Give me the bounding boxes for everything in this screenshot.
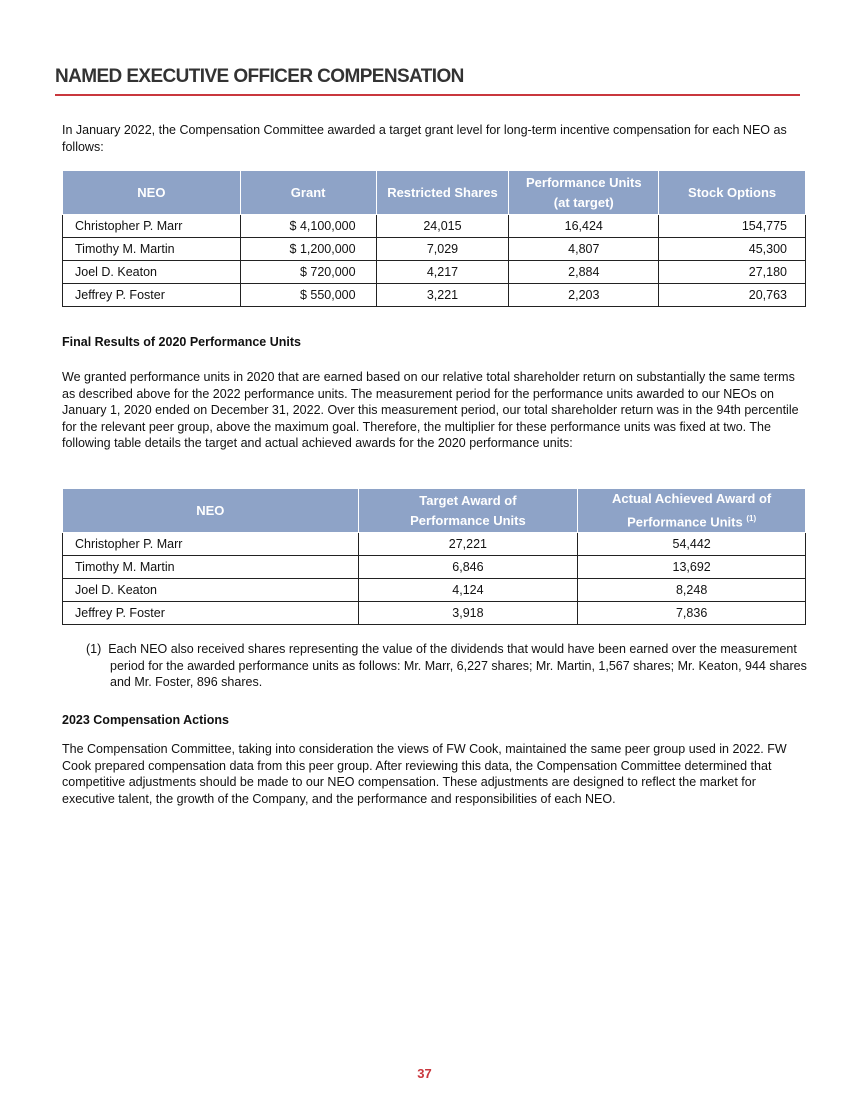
grant-value: $ 720,000 [299,265,356,279]
compensation-actions-paragraph: The Compensation Committee, taking into consideration the views of FW Cook, maintained the same peer group used in 2022. FW Cook prepared compensation data from this peer group. After reviewing this data, the Compensation Committee determined that competitive adjustments should be made to our NEO compensation. These adjustments are designed to reflect the market for executive talent, the growth of the Company, and the performance and responsibilities of each NEO. [62,742,787,806]
performance-units-table [62,488,806,625]
page-number: 37 [417,1066,432,1081]
table-row [63,261,806,284]
actual-award-value: 13,692 [578,556,806,579]
restricted-shares-value: 7,029 [376,238,509,261]
final-results-heading: Final Results of 2020 Performance Units [62,335,301,349]
neo-name: Timothy M. Martin [63,238,241,261]
grant-value: $ 1,200,000 [289,242,356,256]
stock-options-value: 27,180 [659,261,806,284]
restricted-shares-value: 3,221 [376,284,509,307]
table-row [63,238,806,261]
col-header-actual-award-line1: Actual Achieved Award of [612,491,772,506]
col-header-restricted-shares: Restricted Shares [376,171,509,215]
target-award-value: 3,918 [358,602,578,625]
grant-value: $ 550,000 [299,288,356,302]
table-row [63,556,806,579]
col-header-actual-award-line2: Performance Units [627,514,743,530]
col-header-stock-options: Stock Options [659,171,806,215]
actual-award-value: 54,442 [578,533,806,556]
performance-units-value: 2,884 [509,261,659,284]
stock-options-value: 20,763 [659,284,806,307]
performance-units-value: 2,203 [509,284,659,307]
col-header-target-award-line2: Performance Units [410,512,526,528]
restricted-shares-value: 4,217 [376,261,509,284]
grant-value: $ 4,100,000 [289,219,356,233]
neo-name: Timothy M. Martin [63,556,359,579]
performance-units-value: 4,807 [509,238,659,261]
final-results-paragraph: We granted performance units in 2020 that are earned based on our relative total shareholder return on substantially the same terms as described above for the 2022 performance units. The measurement period for the performance units awarded to our NEOs on January 1, 2020 ended on December 31, 2022. Over this measurement period, our total shareholder return was in the 94th percentile for the relevant peer group, above the maximum goal. Therefore, the multiplier for these performance units was fixed at two. The following table details the target and actual achieved awards for the 2020 performance units: [62,370,799,450]
restricted-shares-value: 24,015 [376,215,509,238]
col-header-target-award-line1: Target Award of [419,492,517,508]
target-award-value: 4,124 [358,579,578,602]
table-row [63,602,806,625]
stock-options-value: 154,775 [659,215,806,238]
section-title: NAMED EXECUTIVE OFFICER COMPENSATION [55,66,800,96]
table-row [63,284,806,307]
actual-award-value: 8,248 [578,579,806,602]
grant-table [62,170,806,307]
performance-units-value: 16,424 [509,215,659,238]
target-award-value: 6,846 [358,556,578,579]
footnote-marker: (1) [746,514,757,523]
col-header-performance-units-line1: Performance Units [525,174,642,190]
col-header-neo: NEO [63,489,359,533]
neo-name: Jeffrey P. Foster [63,602,359,625]
neo-name: Christopher P. Marr [63,533,359,556]
stock-options-value: 45,300 [659,238,806,261]
neo-name: Christopher P. Marr [63,215,241,238]
neo-name: Jeffrey P. Foster [63,284,241,307]
performance-units-table-header [63,489,806,533]
neo-name: Joel D. Keaton [63,579,359,602]
table-row [63,215,806,238]
col-header-performance-units-line2: (at target) [553,194,614,210]
intro-paragraph: In January 2022, the Compensation Committee awarded a target grant level for long-term incentive compensation for each NEO as follows: [62,123,787,154]
footnote: (1) Each NEO also received shares representing the value of the dividends that would have been earned over the measurement period for the awarded performance units as follows: Mr. Marr, 6,227 shares; Mr. Martin, 1,567 shares; Mr. Keaton, 944 shares and Mr. Foster, 896 shares. [86,642,807,689]
table-row [63,579,806,602]
grant-table-header [63,171,806,215]
col-header-actual-award [578,489,806,533]
compensation-actions-heading: 2023 Compensation Actions [62,713,229,727]
col-header-neo: NEO [63,171,241,215]
table-row [63,533,806,556]
neo-name: Joel D. Keaton [63,261,241,284]
actual-award-value: 7,836 [578,602,806,625]
col-header-target-award [358,489,578,533]
col-header-grant: Grant [240,171,376,215]
col-header-performance-units [509,171,659,215]
target-award-value: 27,221 [358,533,578,556]
